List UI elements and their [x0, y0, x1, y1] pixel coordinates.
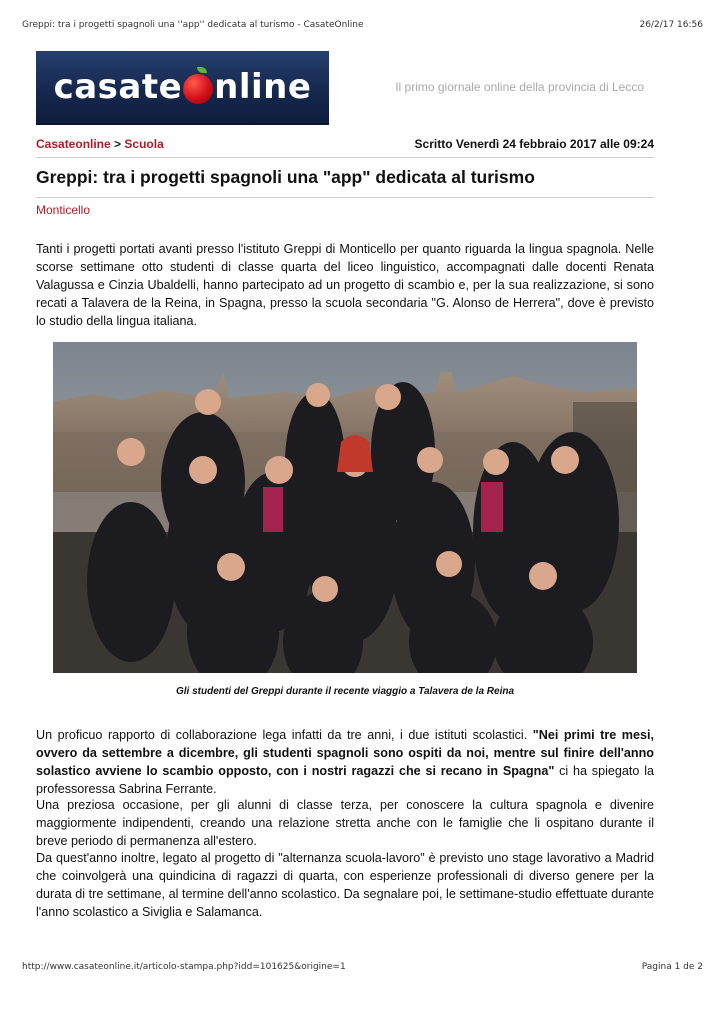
photo-caption: Gli studenti del Greppi durante il recente viaggio a Talavera de la Reina	[175, 686, 515, 697]
breadcrumb-separator: >	[114, 137, 122, 151]
article-paragraph-3: Una preziosa occasione, per gli alunni di classe terza, per conoscere la cultura spagnola e divenire maggiormente indipendenti, creando una relazione stretta anche con le famiglie che li ospitano durante il breve periodo di permanenza all'estero.	[36, 798, 654, 848]
print-footer-page: Pagina 1 de 2	[641, 962, 703, 972]
masthead	[36, 51, 654, 124]
article-paragraph-1: Tanti i progetti portati avanti presso l'istituto Greppi di Monticello per quanto riguarda la lingua spagnola. Nelle scorse settimane otto studenti di classe quarta del liceo linguistico, accompagnati dalle docenti Renata Valagussa e Cinzia Ubaldelli, hanno partecipato ad un progetto di scambio e, per la sua realizzazione, si sono recati a Talavera de la Reina, in Spagna, presso la scuola secondaria "G. Alonso de Herrera", dove è previsto lo studio della lingua italiana.	[36, 242, 654, 328]
tagline: Il primo giornale online della provincia di Lecco	[395, 80, 644, 94]
print-header-title: Greppi: tra i progetti spagnoli una ''app'' dedicata al turismo - CasateOnline	[22, 20, 364, 30]
print-footer-url: http://www.casateonline.it/articolo-stampa.php?idd=101625&origine=1	[22, 962, 346, 972]
print-header	[22, 20, 703, 30]
publish-date: Scritto Venerdì 24 febbraio 2017 alle 09:24	[414, 137, 654, 151]
logo-wordmark	[54, 67, 312, 107]
article-paragraph-2	[36, 726, 654, 798]
breadcrumb-section-link[interactable]: Scuola	[124, 137, 164, 151]
apple-icon	[183, 74, 213, 104]
breadcrumb	[36, 137, 164, 151]
breadcrumb-home-link[interactable]: Casateonline	[36, 137, 111, 151]
article-title: Greppi: tra i progetti spagnoli una "app" dedicata al turismo	[36, 167, 535, 187]
paragraph-2-attribution: ci ha spiegato la professoressa Sabrina Ferrante.	[36, 764, 654, 796]
casateonline-logo[interactable]	[36, 51, 329, 125]
paragraph-2-text: Un proficuo rapporto di collaborazione lega infatti da tre anni, i due istituti scolastici.	[36, 728, 533, 742]
breadcrumb-row	[36, 137, 654, 158]
article-photo	[53, 342, 637, 673]
print-footer	[22, 962, 703, 972]
logo-text-right: nline	[214, 67, 312, 107]
paragraph-2-quote: "Nei primi tre mesi, ovvero da settembre a dicembre, gli studenti spagnoli sono ospiti da noi, mentre sul finire dell'anno solastico avviene lo scambio opposto, con i nostri ragazzi che si recano in Spagna"	[36, 728, 654, 778]
print-header-datetime: 26/2/17 16:56	[639, 20, 703, 30]
article-paragraph-4: Da quest'anno inoltre, legato al progetto di "alternanza scuola-lavoro" è previsto uno stage lavorativo a Madrid che coinvolgerà una quindicina di ragazzi di quarta, con esperienze professionali di diverso genere per la durata di tre settimane, al termine dell'anno scolastico. Da segnalare poi, le settimane-studio effettuate durante l'anno scolastico a Siviglia e Salamanca.	[36, 851, 654, 919]
article-category[interactable]: Monticello	[36, 203, 91, 217]
logo-text-left: casate	[53, 67, 183, 107]
article-title-row	[36, 166, 654, 198]
